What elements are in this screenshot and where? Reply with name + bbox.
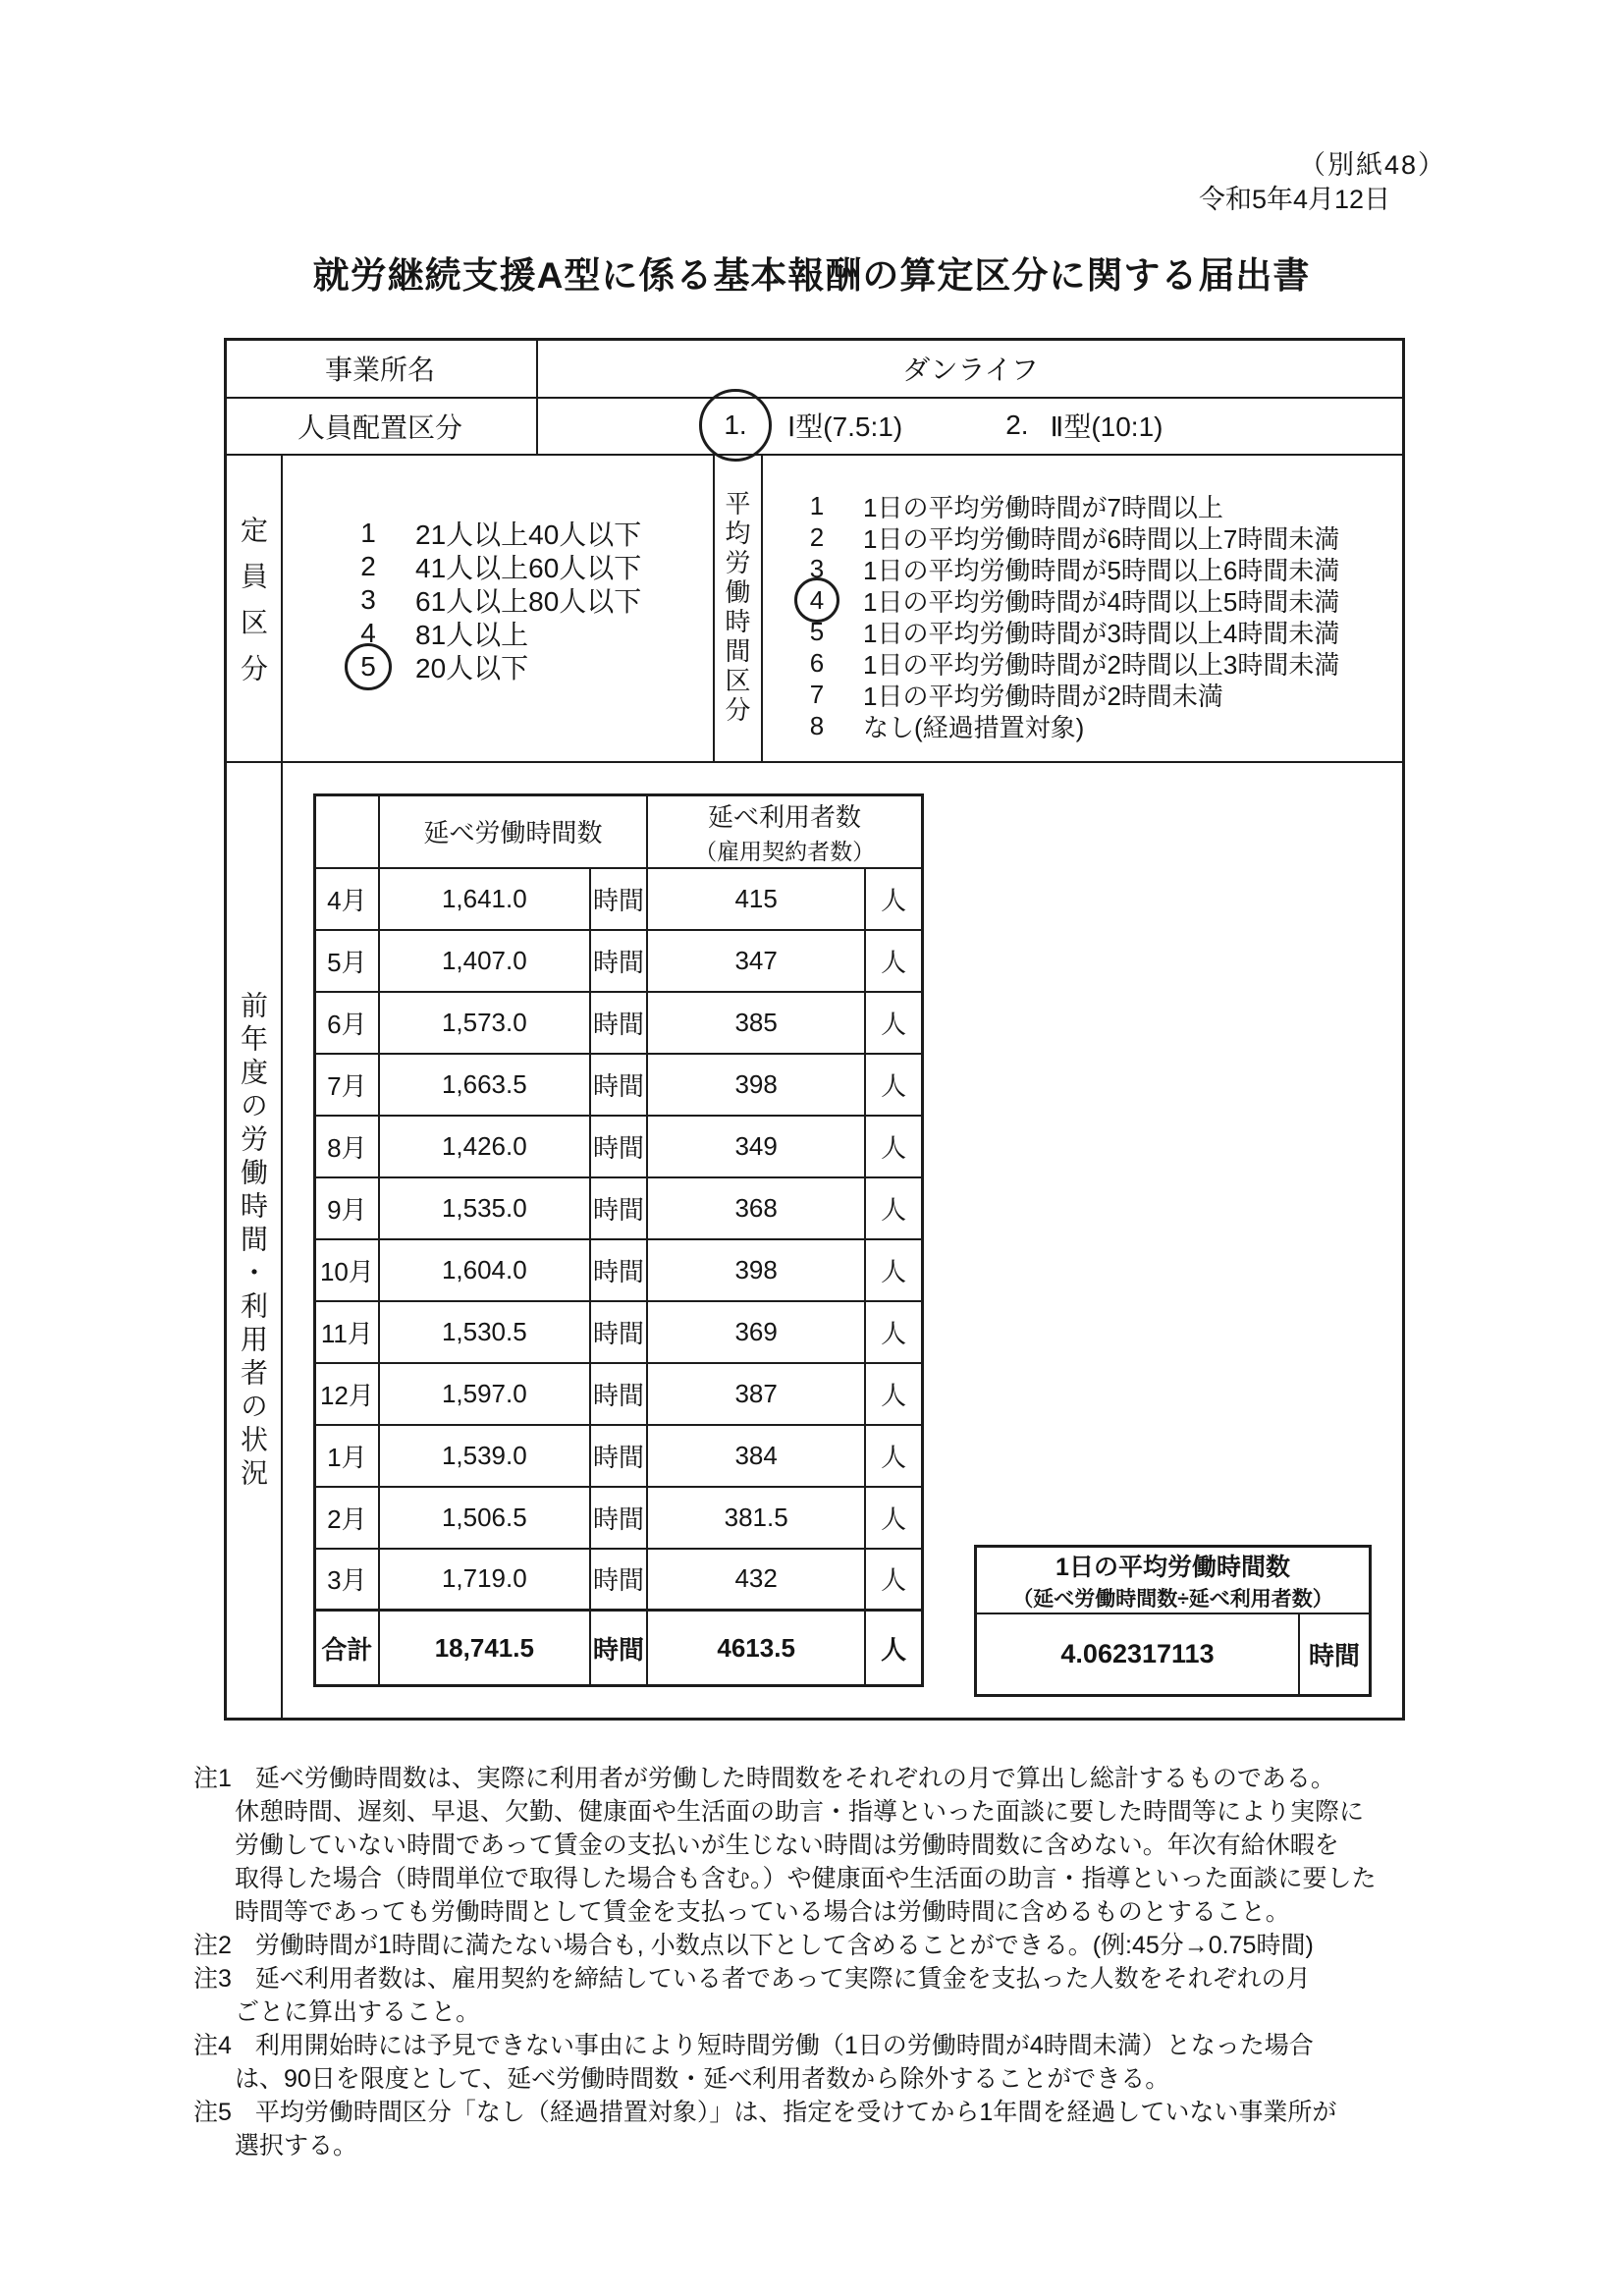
office-name-label: 事業所名 <box>324 355 435 385</box>
average-hours-unit: 時間 <box>1298 1614 1369 1694</box>
option-number: 1 <box>809 490 825 520</box>
option-number: 2 <box>360 551 376 581</box>
option-number: 5 <box>809 616 825 646</box>
note-text: 時間等であっても労働時間として賃金を支払っている場合は労働時間に含めるものとすること。 <box>235 1898 1290 1926</box>
grid-line <box>761 454 763 763</box>
note-text: 利用開始時には予見できない事由により短時間労働（1日の労働時間が4時間未満）となった場合 <box>254 2032 1314 2059</box>
capacity-option <box>345 583 641 617</box>
note-line <box>193 1862 1470 1895</box>
option-text: 1日の平均労働時間が3時間以上4時間未満 <box>863 618 1340 648</box>
month-cell: 4月 <box>315 868 379 930</box>
avg-hours-option <box>794 490 1339 521</box>
option-number: 6 <box>809 647 825 678</box>
users-unit-cell: 人 <box>865 1549 922 1611</box>
note-label: 注2 <box>193 1932 232 1959</box>
capacity-category-label-text: 定員区分 <box>238 515 268 700</box>
option-text: 20人以下 <box>415 653 529 683</box>
hours-cell: 1,719.0 <box>379 1549 590 1611</box>
table-row <box>315 930 923 992</box>
note-line <box>193 1762 1470 1795</box>
hours-unit-cell: 時間 <box>590 1116 647 1177</box>
note-line <box>193 2062 1470 2096</box>
capacity-option <box>345 650 641 683</box>
capacity-option <box>345 550 641 583</box>
note-line <box>193 2096 1470 2129</box>
hours-unit-cell: 時間 <box>590 1239 647 1301</box>
hours-unit-cell: 時間 <box>590 1054 647 1116</box>
office-name-value: ダンライフ <box>902 355 1039 385</box>
option-text: 1日の平均労働時間が4時間以上5時間未満 <box>863 586 1340 617</box>
selection-circle <box>699 389 772 462</box>
option-text: 1日の平均労働時間が2時間未満 <box>863 681 1223 711</box>
hours-cell: 1,573.0 <box>379 992 590 1054</box>
avg-hours-category-label <box>713 454 761 761</box>
document-title: 就労継続支援A型に係る基本報酬の算定区分に関する届出書 <box>312 255 1311 296</box>
staffing-option-2-text: Ⅱ型(10:1) <box>1050 411 1163 442</box>
hours-unit-cell: 時間 <box>590 930 647 992</box>
option-number: 4 <box>794 577 839 623</box>
note-line <box>193 2129 1470 2162</box>
month-cell: 1月 <box>315 1425 379 1487</box>
option-text: 1日の平均労働時間が6時間以上7時間未満 <box>863 523 1340 554</box>
table-row <box>315 1549 923 1611</box>
table-row <box>315 1425 923 1487</box>
staffing-category-label: 人員配置区分 <box>297 412 462 443</box>
note-line <box>193 1829 1470 1862</box>
average-hours-title: 1日の平均労働時間数 <box>1055 1554 1290 1581</box>
option-number: 5 <box>345 643 392 690</box>
option-number: 4 <box>360 618 376 648</box>
users-cell: 387 <box>647 1363 865 1425</box>
users-cell: 432 <box>647 1549 865 1611</box>
users-cell: 398 <box>647 1239 865 1301</box>
users-cell: 398 <box>647 1054 865 1116</box>
hours-cell: 1,426.0 <box>379 1116 590 1177</box>
total-label-cell: 合計 <box>315 1611 379 1686</box>
prev-year-status-label <box>224 761 281 1721</box>
hours-cell: 1,535.0 <box>379 1177 590 1239</box>
option-text: 61人以上80人以下 <box>415 586 642 617</box>
avg-hours-option <box>794 553 1339 584</box>
hours-unit-cell: 時間 <box>590 992 647 1054</box>
note-text: は、90日を限度として、延べ労働時間数・延べ利用者数から除外することができる。 <box>235 2065 1170 2093</box>
capacity-option <box>345 617 641 650</box>
users-unit-cell: 人 <box>865 1363 922 1425</box>
month-cell: 6月 <box>315 992 379 1054</box>
users-header-line1: 延べ利用者数 <box>708 801 862 832</box>
avg-hours-category-label-text: 平均労働時間区分 <box>722 489 751 726</box>
hours-unit-cell: 時間 <box>590 1425 647 1487</box>
users-unit-cell: 人 <box>865 1177 922 1239</box>
table-row <box>315 1054 923 1116</box>
option-text: なし(経過措置対象) <box>863 712 1085 742</box>
table-header-row <box>315 795 923 868</box>
note-text: 選択する。 <box>235 2132 358 2159</box>
option-text: 21人以上40人以下 <box>415 519 642 550</box>
users-unit-cell: 人 <box>865 868 922 930</box>
note-line <box>193 1895 1470 1929</box>
option-text: 1日の平均労働時間が2時間以上3時間未満 <box>863 649 1340 680</box>
users-cell: 385 <box>647 992 865 1054</box>
note-text: 平均労働時間区分「なし（経過措置対象）」は、指定を受けてから1年間を経過していない事業所が <box>254 2099 1337 2126</box>
month-cell: 5月 <box>315 930 379 992</box>
table-row <box>315 1116 923 1177</box>
note-text: 休憩時間、遅刻、早退、欠勤、健康面や生活面の助言・指導といった面談に要した時間等により実際に <box>235 1798 1365 1826</box>
table-row <box>315 1363 923 1425</box>
note-text: 労働していない時間であって賃金の支払いが生じない時間は労働時間数に含めない。年次有給休暇を <box>235 1831 1339 1859</box>
users-cell: 415 <box>647 868 865 930</box>
users-unit-cell: 人 <box>865 1301 922 1363</box>
option-number: 1 <box>360 518 376 548</box>
average-hours-subtitle: （延べ労働時間数÷延べ利用者数） <box>1012 1588 1333 1611</box>
users-unit-cell: 人 <box>865 1239 922 1301</box>
month-cell: 12月 <box>315 1363 379 1425</box>
hours-cell: 1,530.5 <box>379 1301 590 1363</box>
average-hours-box-header <box>977 1548 1369 1614</box>
avg-hours-option <box>794 616 1339 647</box>
hours-cell: 1,506.5 <box>379 1487 590 1549</box>
month-cell: 9月 <box>315 1177 379 1239</box>
capacity-option <box>345 517 641 550</box>
month-header-empty <box>315 795 379 868</box>
note-text: 労働時間が1時間に満たない場合も, 小数点以下として含めることができる。(例:45分→0.75時間) <box>254 1932 1314 1959</box>
average-hours-box-body <box>977 1614 1369 1694</box>
avg-hours-option <box>794 584 1339 616</box>
users-unit-cell: 人 <box>865 1487 922 1549</box>
note-line <box>193 1929 1470 1962</box>
users-cell: 384 <box>647 1425 865 1487</box>
option-text: 41人以上60人以下 <box>415 553 642 583</box>
hours-cell: 1,641.0 <box>379 868 590 930</box>
footnotes <box>193 1762 1470 2162</box>
total-users-cell: 4613.5 <box>647 1611 865 1686</box>
users-header <box>647 795 922 868</box>
month-cell: 10月 <box>315 1239 379 1301</box>
month-cell: 3月 <box>315 1549 379 1611</box>
users-unit-cell: 人 <box>865 1611 922 1686</box>
staffing-option-2-number: 2. <box>1005 410 1029 440</box>
hours-cell: 1,663.5 <box>379 1054 590 1116</box>
users-unit-cell: 人 <box>865 992 922 1054</box>
note-text: 延べ利用者数は、雇用契約を締結している者であって実際に賃金を支払った人数をそれぞれの月 <box>254 1965 1311 1993</box>
attachment-number-label: （別紙48） <box>1299 150 1447 180</box>
table-row <box>315 1177 923 1239</box>
note-text: 延べ労働時間数は、実際に利用者が労働した時間数をそれぞれの月で算出し総計するものである。 <box>254 1765 1335 1792</box>
grid-line <box>281 454 283 1721</box>
note-line <box>193 1962 1470 1995</box>
users-header-line2: （雇用契約者数） <box>694 838 876 864</box>
option-text: 1日の平均労働時間が5時間以上6時間未満 <box>863 555 1340 585</box>
table-row <box>315 1301 923 1363</box>
users-cell: 349 <box>647 1116 865 1177</box>
month-cell: 7月 <box>315 1054 379 1116</box>
users-cell: 347 <box>647 930 865 992</box>
table-row <box>315 868 923 930</box>
option-number: 8 <box>809 710 825 740</box>
option-text: 81人以上 <box>415 620 529 650</box>
hours-unit-cell: 時間 <box>590 1301 647 1363</box>
month-cell: 8月 <box>315 1116 379 1177</box>
table-row <box>315 1239 923 1301</box>
hours-header: 延べ労働時間数 <box>379 795 647 868</box>
capacity-category-label <box>224 454 281 761</box>
note-label: 注1 <box>193 1765 232 1792</box>
users-cell: 381.5 <box>647 1487 865 1549</box>
average-hours-value: 4.062317113 <box>1060 1639 1215 1668</box>
hours-cell: 1,539.0 <box>379 1425 590 1487</box>
hours-unit-cell: 時間 <box>590 1177 647 1239</box>
staffing-option-1-number: 1. <box>724 410 747 440</box>
hours-unit-cell: 時間 <box>590 1363 647 1425</box>
total-row <box>315 1611 923 1686</box>
users-cell: 369 <box>647 1301 865 1363</box>
note-label: 注3 <box>193 1965 232 1993</box>
hours-cell: 1,604.0 <box>379 1239 590 1301</box>
hours-unit-cell: 時間 <box>590 1611 647 1686</box>
option-number: 7 <box>809 679 825 709</box>
average-hours-box <box>974 1545 1372 1697</box>
hours-cell: 1,597.0 <box>379 1363 590 1425</box>
option-number: 3 <box>809 553 825 583</box>
users-unit-cell: 人 <box>865 930 922 992</box>
hours-cell: 1,407.0 <box>379 930 590 992</box>
table-row <box>315 1487 923 1549</box>
note-text: 取得した場合（時間単位で取得した場合も含む。）や健康面や生活面の助言・指導といった面談に要した <box>235 1865 1377 1892</box>
hours-unit-cell: 時間 <box>590 1549 647 1611</box>
grid-line <box>224 761 1405 763</box>
avg-hours-options-list <box>794 490 1339 741</box>
avg-hours-option <box>794 679 1339 710</box>
table-row <box>315 992 923 1054</box>
users-unit-cell: 人 <box>865 1116 922 1177</box>
month-cell: 11月 <box>315 1301 379 1363</box>
avg-hours-option <box>794 710 1339 741</box>
document-date: 令和5年4月12日 <box>1199 185 1391 214</box>
note-line <box>193 2029 1470 2062</box>
avg-hours-option <box>794 647 1339 679</box>
option-number: 3 <box>360 584 376 615</box>
month-cell: 2月 <box>315 1487 379 1549</box>
prev-year-status-label-text: 前年度の労働時間・利用者の状況 <box>238 990 268 1492</box>
avg-hours-option <box>794 521 1339 553</box>
users-unit-cell: 人 <box>865 1054 922 1116</box>
total-hours-cell: 18,741.5 <box>379 1611 590 1686</box>
note-line <box>193 1995 1470 2029</box>
monthly-hours-users-table <box>313 793 924 1687</box>
note-text: ごとに算出すること。 <box>235 1998 481 2026</box>
users-unit-cell: 人 <box>865 1425 922 1487</box>
note-line <box>193 1795 1470 1829</box>
note-label: 注4 <box>193 2032 232 2059</box>
users-cell: 368 <box>647 1177 865 1239</box>
note-label: 注5 <box>193 2099 232 2126</box>
capacity-options-list <box>345 517 641 683</box>
hours-unit-cell: 時間 <box>590 868 647 930</box>
option-text: 1日の平均労働時間が7時間以上 <box>863 492 1223 522</box>
staffing-options-row <box>699 392 1163 459</box>
staffing-option-1-text: Ⅰ型(7.5:1) <box>787 411 903 442</box>
hours-unit-cell: 時間 <box>590 1487 647 1549</box>
option-number: 2 <box>809 521 825 552</box>
